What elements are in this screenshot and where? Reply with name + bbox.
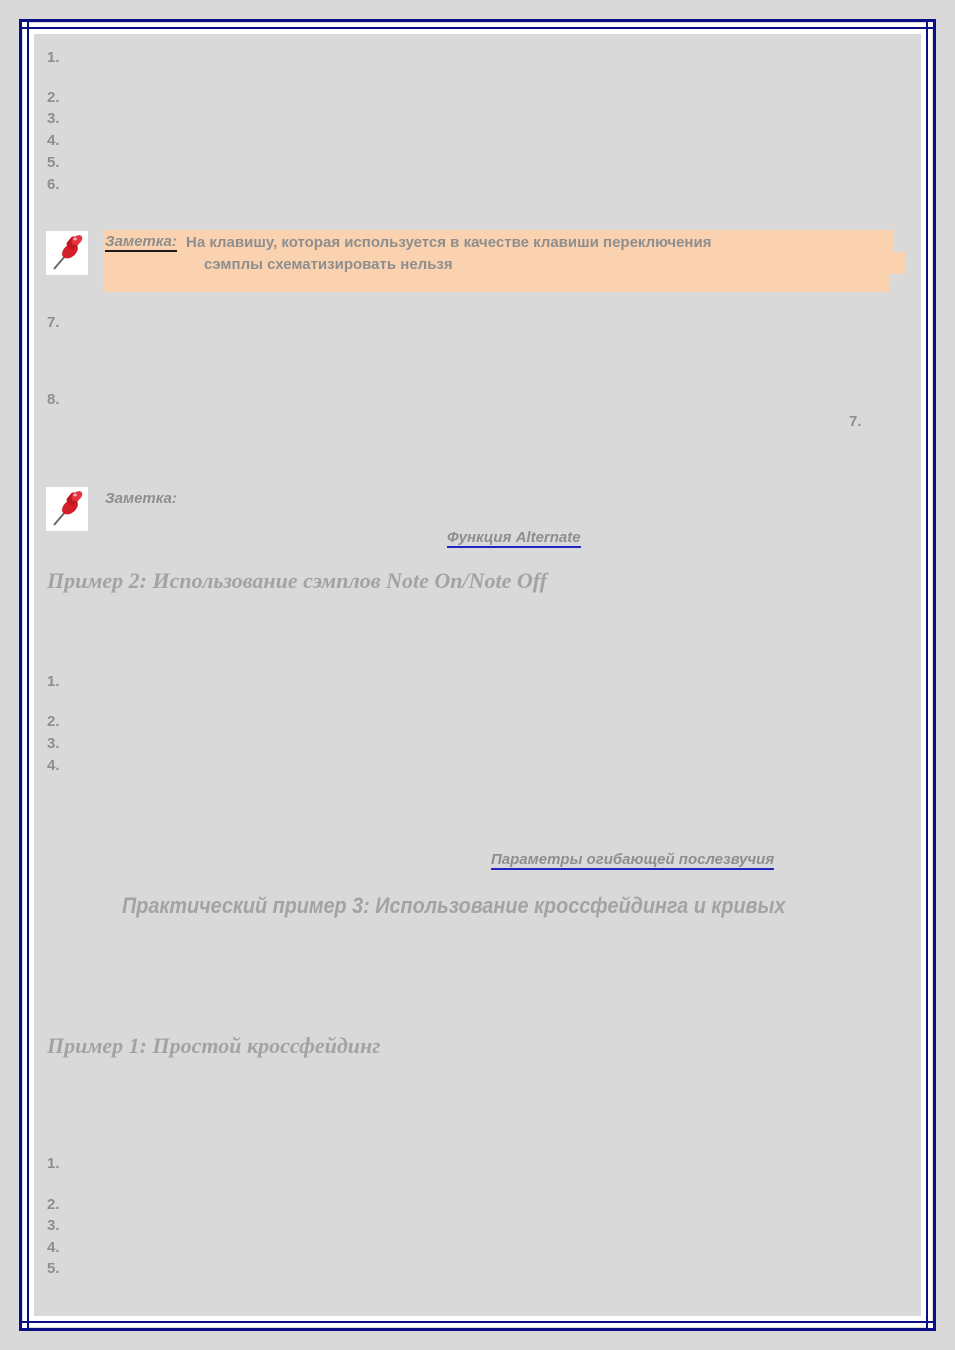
note-highlight-ext <box>880 252 905 274</box>
list-number: 1. <box>47 1155 60 1172</box>
chapter-heading: Практический пример 3: Использование кроссфейдинга и кривых <box>122 893 786 918</box>
list-number: 3. <box>47 110 60 127</box>
note-text: На клавишу, которая используется в качестве клавиши переключения <box>186 234 712 251</box>
list-number: 2. <box>47 89 60 106</box>
pushpin-icon <box>46 231 88 275</box>
release-envelope-link[interactable]: Параметры огибающей послезвучия <box>491 851 775 868</box>
corner-ornament <box>926 1321 935 1330</box>
list-number: 5. <box>47 154 60 171</box>
list-number: 4. <box>47 132 60 149</box>
list-number: 3. <box>47 735 60 752</box>
note-label: Заметка: <box>105 233 177 250</box>
corner-ornament <box>20 20 29 29</box>
note-highlight-cut <box>889 274 909 294</box>
note-label: Заметка: <box>105 490 177 507</box>
note-text: сэмплы схематизировать нельзя <box>204 256 453 273</box>
list-number: 4. <box>47 1239 60 1256</box>
list-number: 1. <box>47 673 60 690</box>
list-number: 7. <box>849 413 862 430</box>
list-number: 8. <box>47 391 60 408</box>
document-page <box>34 34 921 1316</box>
list-number: 4. <box>47 757 60 774</box>
section-heading: Пример 2: Использование сэмплов Note On/Note Off <box>47 568 547 593</box>
list-number: 3. <box>47 1217 60 1234</box>
pushpin-icon <box>46 487 88 531</box>
list-number: 1. <box>47 49 60 66</box>
corner-ornament <box>926 20 935 29</box>
list-number: 2. <box>47 713 60 730</box>
section-heading: Пример 1: Простой кроссфейдинг <box>47 1033 381 1058</box>
list-number: 2. <box>47 1196 60 1213</box>
corner-ornament <box>20 1321 29 1330</box>
alternate-function-link[interactable]: Функция Alternate <box>447 529 581 546</box>
list-number: 6. <box>47 176 60 193</box>
list-number: 5. <box>47 1260 60 1277</box>
list-number: 7. <box>47 314 60 331</box>
